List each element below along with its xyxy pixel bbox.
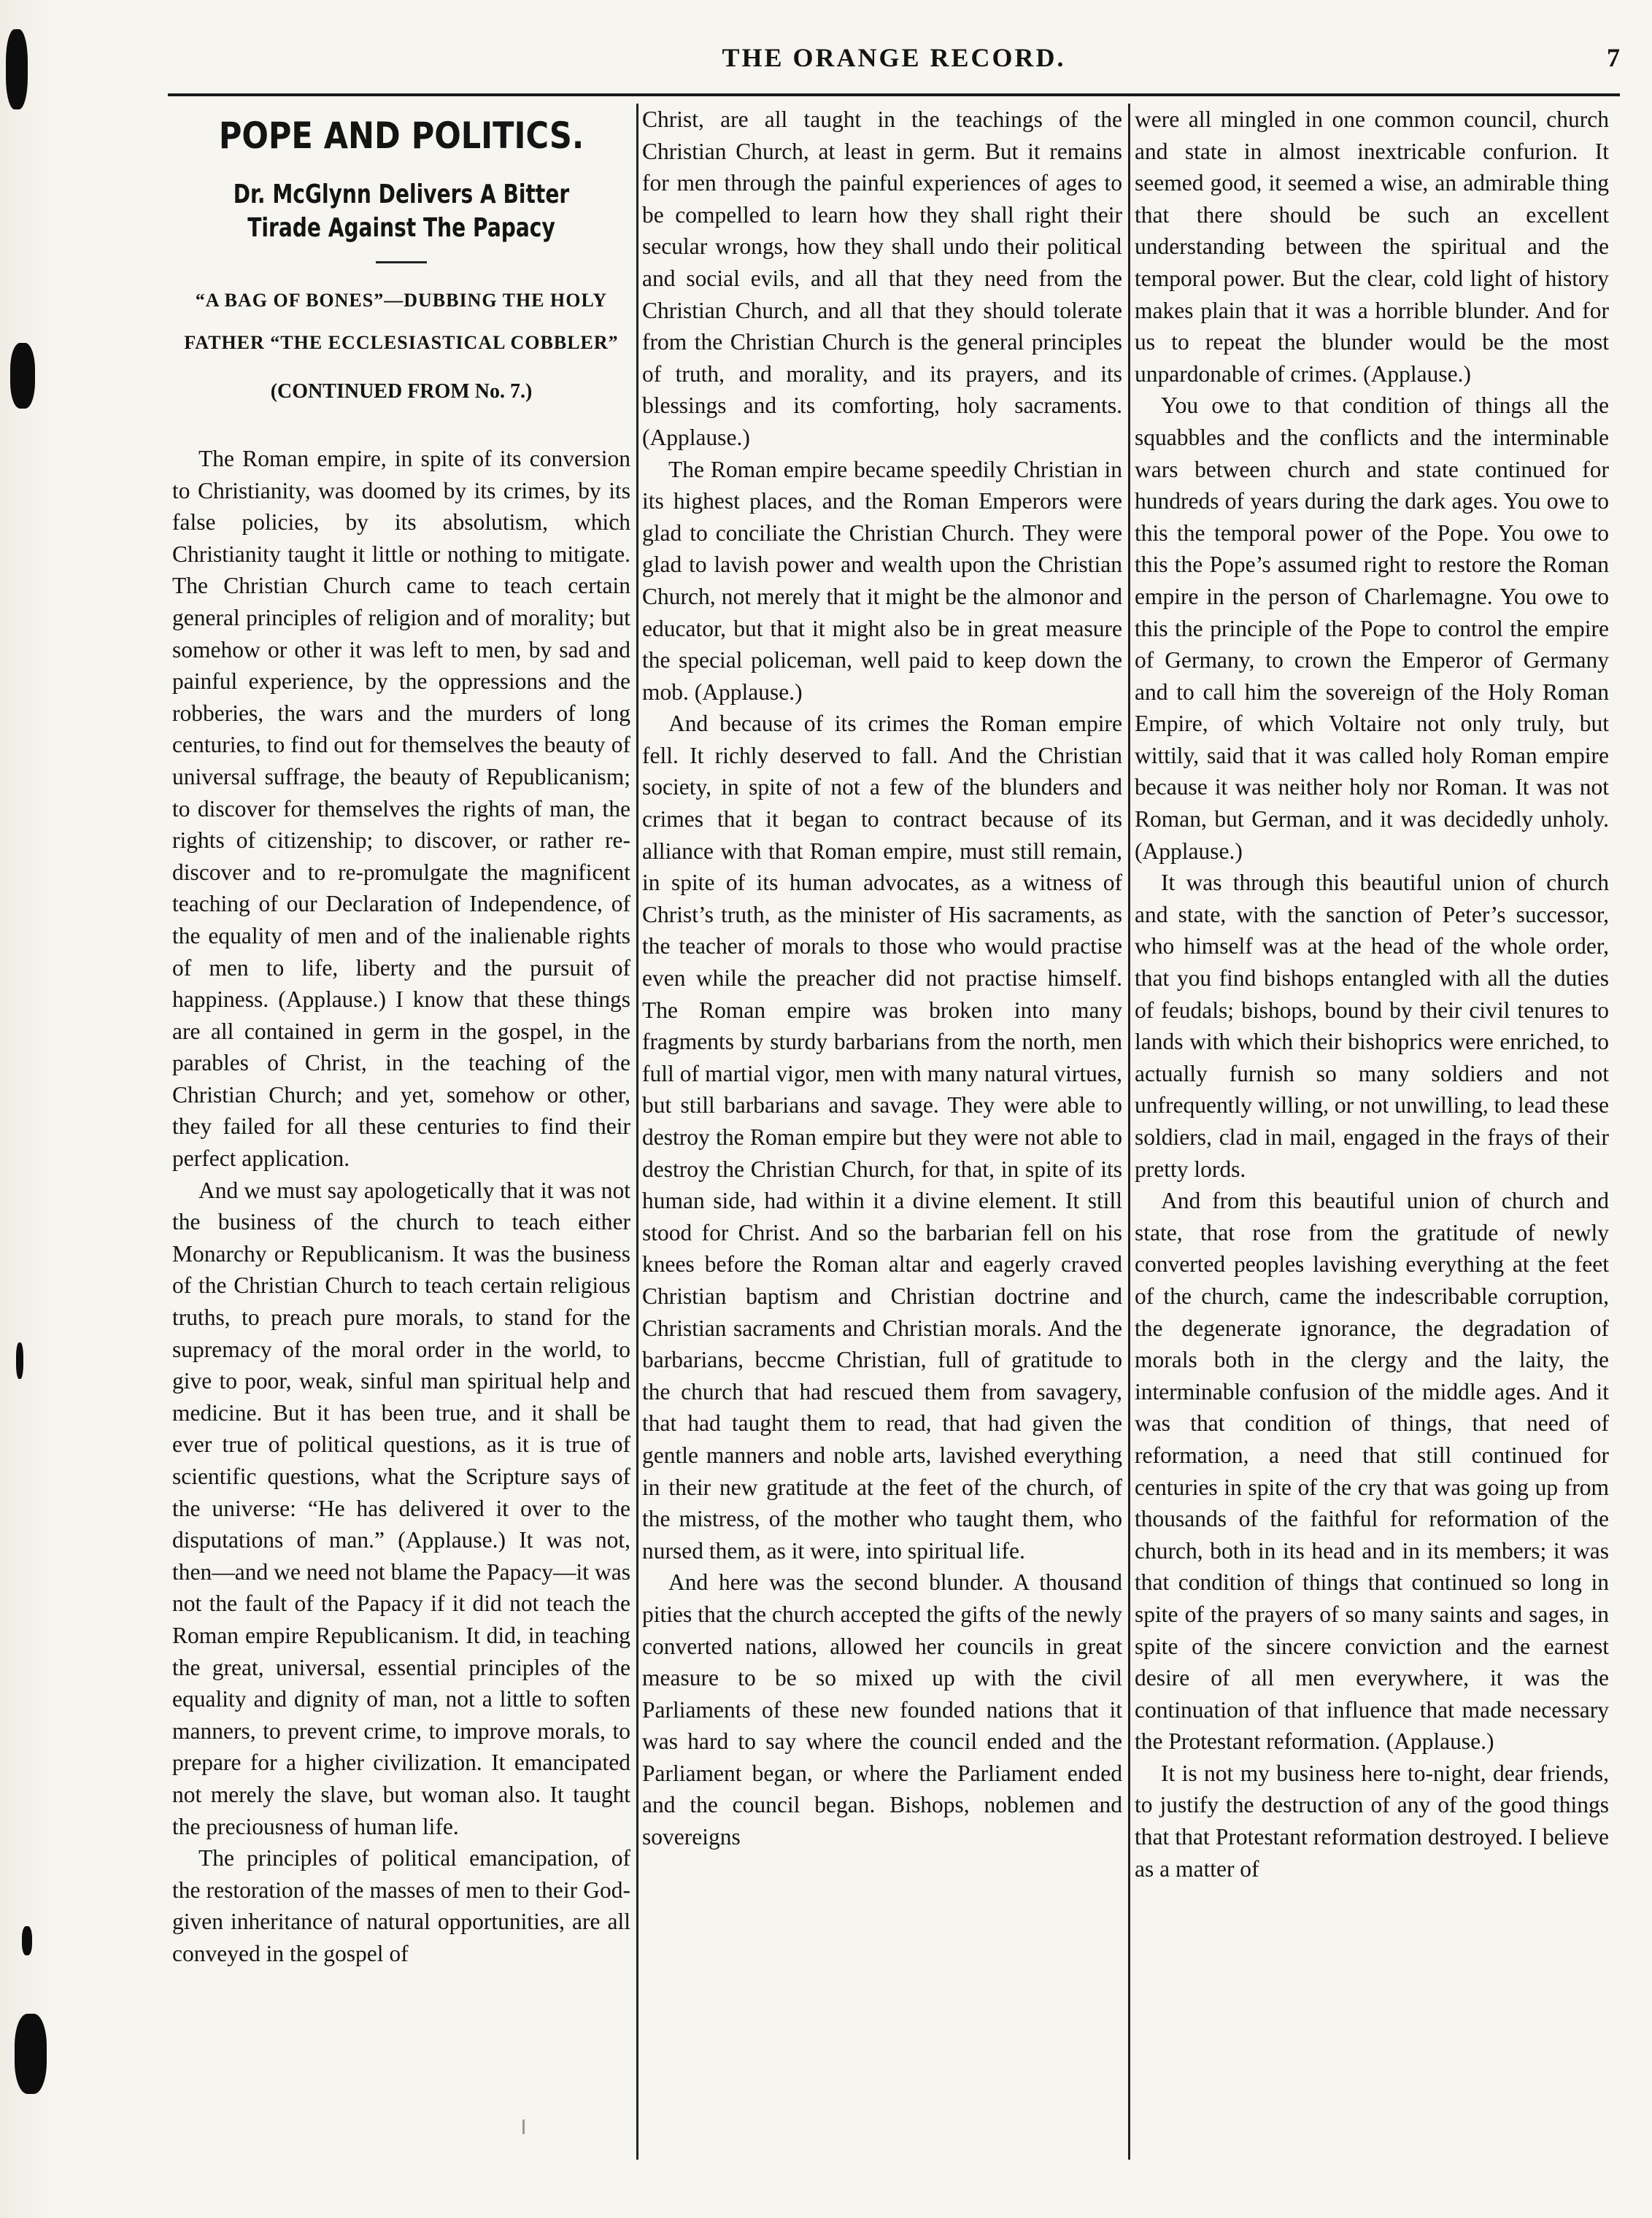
ink-blot [10,343,35,409]
column-1 [172,104,630,2161]
column-divider [636,104,638,2160]
continued-note: (CONTINUED FROM No. 7.) [270,380,533,403]
paragraph: It is not my business here to-night, dear friends, to justify the destruction of any of the good things that that Protestant reformation destroyed. I believe as a matter of [1135,1760,1609,1882]
paragraph: It was through this beautiful union of church and state, with the sanction of Peter’s successor, who himself was at the head of the whole order, that you find bishops entangled with all the duties of feudals; bishops, bound by their civil tenures to lands with which their bishoprics were enriched, to actually furnish so many soldiers and not unfrequently willing, or not unwilling, to lead these soldiers, clad in mail, engaged in the frays of their pretty lords. [1135,870,1609,1182]
column-3 [1135,104,1609,2161]
column-2 [642,104,1122,2161]
article-deck-line-1: “A BAG OF BONES”—DUBBING THE HOLY [195,290,608,311]
paragraph: were all mingled in one common council, church and state in almost inextricable confurion. It seemed good, it seemed a wise, an admirable thing that there should be such an excellent understanding between the spiritual and the temporal power. But the clear, cold light of history makes plain that it was a horrible blunder. And for us to repeat the blunder would be the most unpardonable of crimes. (Applause.) [1135,107,1609,387]
paragraph: The Roman empire became speedily Christian in its highest places, and the Roman Emperors were glad to conciliate the Christian Church. They were glad to lavish power and wealth upon the Christian Church, not merely that it might be the almonor and educator, but that it might also be in great measure the special policeman, well paid to keep down the mob. (Applause.) [642,456,1122,705]
article-deck-line-2: FATHER “THE ECCLESIASTICAL COBBLER” [184,332,619,353]
paragraph: The principles of political emancipation, of the restoration of the masses of men to their God-given inheritance of natural opportunities, are all conveyed in the gospel of [172,1845,630,1966]
ink-blot [16,1342,23,1379]
paragraph: And because of its crimes the Roman empire fell. It richly deserved to fall. And the Christian society, in spite of not a few of the blunders and crimes that it began to contract because of its alliance with that Roman empire, must still remain, in spite of its human advocates, as a witness of Christ’s truth, as the minister of His sacraments, as the teacher of morals to those who would practise even while the preacher did not practise himself. The Roman empire was broken into many fragments by sturdy barbarians from the north, men full of martial vigor, men with many natural virtues, but still barbarians and savage. They were able to destroy the Roman empire but they were not able to destroy the Christian Church, for that, in spite of its human side, had within it a divine element. It still stood for Christ. And so the barbarian fell on his knees before the Roman altar and eagerly craved Christian baptism and Christian doctrine and Christian sacraments and Christian morals. And the barbarians, beccme Christian, full of gratitude to the church that had rescued them from savagery, that had taught them to read, that had given the gentle manners and noble arts, lavished everything in their new gratitude at the feet of the church, of the mistress, of the mother who taught them, who nursed them, as it were, into spiritual life. [642,711,1122,1564]
publication-title: THE ORANGE RECORD. [722,43,1066,72]
column-divider [1128,104,1130,2160]
page-margin [0,0,51,2218]
article-subhead: Dr. McGlynn Delivers A Bitter Tirade Against The Papacy [233,179,570,243]
page-number: 7 [1607,43,1620,72]
header-rule [168,93,1620,96]
ink-blot [6,29,28,109]
print-mark [522,2120,525,2134]
paragraph: And from this beautiful union of church and state, that rose from the gratitude of newly converted peoples lavishing everything at the feet of the church, came the indescribable corruption, the degenerate ignorance, the degradation of morals both in the clergy and the laity, the interminable confusion of the middle ages. And it was that condition of things, that need of reformation, a need that still continued for centuries in spite of the cry that was going up from thousands of the faithful for reformation of the church, both in its head and in its members; it was that condition of things that continued so long in spite of the prayers of so many saints and sages, in spite of the sincere conviction and the earnest desire of all men everywhere, it was the continuation of that influence that made necessary the Protestant reformation. (Applause.) [1135,1188,1609,1755]
ink-blot [22,1926,32,1955]
paragraph: And here was the second blunder. A thousand pities that the church accepted the gifts of the newly converted nations, allowed her councils in great measure to be so mixed up with the civil Parliaments of these new founded nations that it was hard to say where the council ended and the Parliament began, or where the Parliament ended and the council began. Bishops, noblemen and sovereigns [642,1569,1122,1850]
ink-blot [15,2014,47,2094]
paragraph: And we must say apologetically that it was not the business of the church to teach either Monarchy or Republicanism. It was the business of the Christian Church to teach certain religious truths, to preach pure morals, to stand for the supremacy of the moral order in the world, to give to poor, weak, sinful man spiritual help and medicine. But it has been true, and it shall be ever true of political questions, as it is true of scientific questions, what the Scripture says of the universe: “He has delivered it over to the disputations of man.” (Applause.) It was not, then—and we need not blame the Papacy—it was not the fault of the Papacy if it did not teach the Roman empire Republicanism. It did, in teaching the great, universal, essential principles of the equality and dignity of man, not a little to soften manners, to prevent crime, to improve morals, to prepare for a higher civilization. It emancipated not merely the slave, but woman also. It taught the preciousness of human life. [172,1177,630,1839]
paragraph: Christ, are all taught in the teachings of the Christian Church, at least in germ. But it remains for men through the painful experiences of ages to be compelled to learn how they shall right their secular wrongs, how they shall undo their political and social evils, and all that they need from the Christian Church, and all that they should tolerate from the Christian Church is the general principles of truth, and morality, and its prayers, and its blessings and its comforting, holy sacraments. (Applause.) [642,107,1122,450]
paragraph: You owe to that condition of things all the squabbles and the conflicts and the interminable wars between church and state continued for hundreds of years during the dark ages. You owe to this the temporal power of the Pope. You owe to this the Pope’s assumed right to restore the Roman empire in the person of Charlemagne. You owe to this the principle of the Pope to control the empire of Germany, to crown the Emperor of Germany and to call him the sovereign of the Holy Roman Empire, of which Voltaire not only truly, but wittily, said that it was called holy Roman empire because it was neither holy nor Roman. It was not Roman, but German, and it was decidedly unholy. (Applause.) [1135,393,1609,864]
section-rule [376,261,427,263]
article-headline: POPE AND POLITICS. [218,115,584,157]
running-header [168,42,1620,79]
paragraph: The Roman empire, in spite of its conversion to Christianity, was doomed by its crimes, by its false policies, by its absolutism, which Christianity taught it little or nothing to mitigate. The Christian Church came to teach certain general principles of religion and of morality; but somehow or other it was left to men, by sad and painful experience, by the oppressions and the robberies, the wars and the murders of long centuries, to find out for themselves the beauty of universal suffrage, the beauty of Republicanism; to discover for themselves the rights of man, the rights of citizenship; to discover, or rather re-discover and to re-promulgate the magnificent teaching of our Declaration of Independence, of the equality of men and of the inalienable rights of men to life, liberty and the pursuit of happiness. (Applause.) I know that these things are all contained in germ in the gospel, in the parables of Christ, in the teaching of the Christian Church; and yet, somehow or other, they failed for all these centuries to find their perfect application. [172,446,630,1172]
